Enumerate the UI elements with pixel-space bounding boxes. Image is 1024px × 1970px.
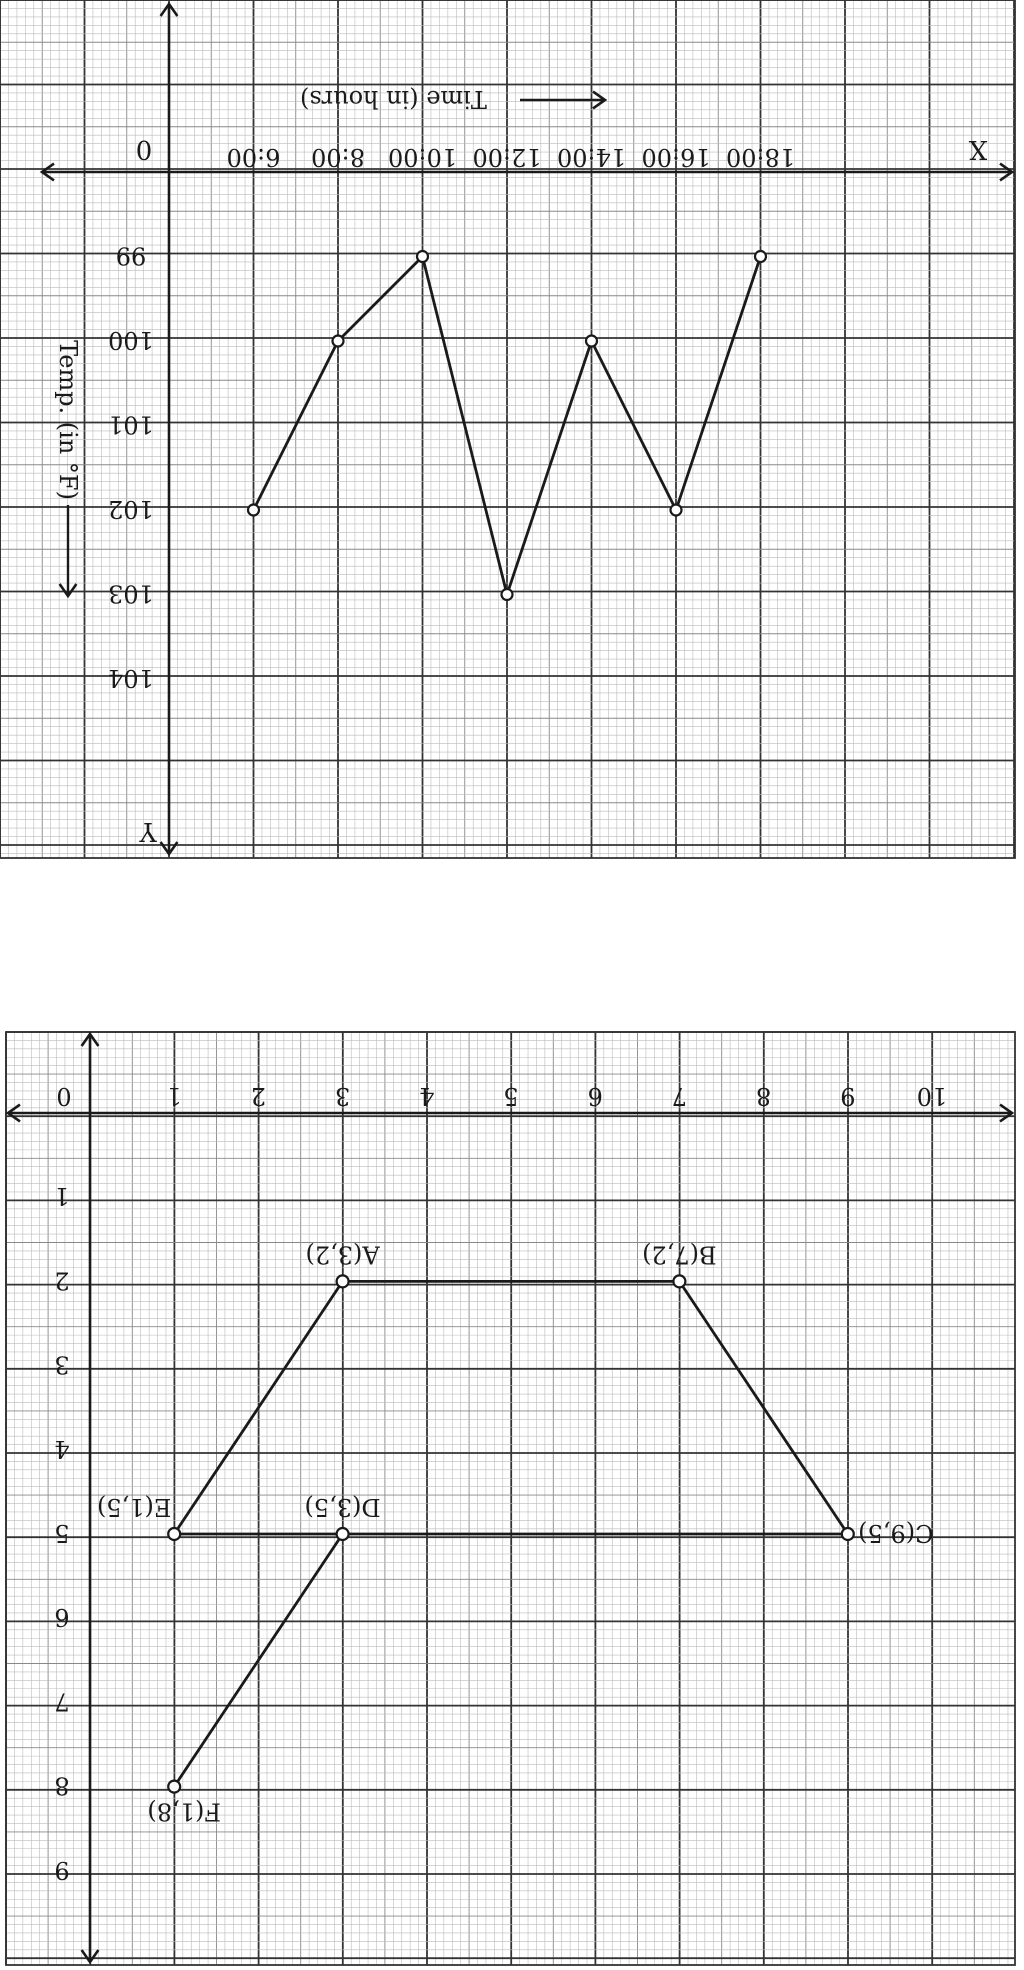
chart1-x-tick-label: 8:00 bbox=[311, 143, 365, 171]
chart2-point-C bbox=[842, 1528, 854, 1540]
chart1-y-tick-labels bbox=[108, 242, 154, 693]
chart1-x-tick-label: 12:00 bbox=[472, 143, 542, 171]
temperature-chart bbox=[0, 0, 1015, 858]
chart2-y-tick-label: 2 bbox=[54, 1266, 70, 1295]
chart2-point-label-C: C(9,5) bbox=[858, 1519, 934, 1547]
chart1-x-tick-label: 18:00 bbox=[725, 143, 796, 171]
chart2-x-tick-label: 3 bbox=[334, 1082, 351, 1110]
chart1-y-axis-name: Y bbox=[139, 816, 157, 846]
chart1-y-tick-label: 102 bbox=[108, 495, 154, 523]
chart2-point-D bbox=[337, 1528, 349, 1540]
chart2-x-tick-label: 10 bbox=[916, 1082, 948, 1110]
chart2-y-tick-label: 7 bbox=[54, 1687, 70, 1716]
chart1-data-point bbox=[417, 251, 428, 262]
chart2-y-tick-label: 1 bbox=[54, 1182, 70, 1211]
chart1-x-tick-labels bbox=[227, 143, 796, 171]
chart2-y-tick-label: 5 bbox=[54, 1519, 70, 1547]
chart2-x-tick-label: 4 bbox=[419, 1082, 435, 1110]
chart2-y-tick-label: 4 bbox=[54, 1434, 70, 1463]
chart2-point-label-B: B(7,2) bbox=[642, 1240, 717, 1269]
chart1-y-tick-label: 104 bbox=[108, 664, 154, 692]
chart1-data-point bbox=[671, 505, 682, 516]
chart2-point-A bbox=[337, 1275, 349, 1287]
chart2-x-tick-label: 2 bbox=[250, 1082, 267, 1110]
chart1-data-point bbox=[502, 589, 513, 600]
chart1-data-point bbox=[755, 251, 766, 262]
chart2-y-tick-labels bbox=[54, 1182, 69, 1884]
chart2-y-tick-label: 8 bbox=[54, 1771, 70, 1800]
chart2-point-label-F: F(1,8) bbox=[147, 1797, 221, 1826]
chart1-data-point bbox=[333, 336, 344, 347]
chart2-point-B bbox=[673, 1275, 685, 1287]
chart1-y-tick-label: 100 bbox=[108, 326, 154, 354]
chart2-x-tick-label: 8 bbox=[755, 1082, 772, 1110]
chart2-point-label-E: E(1,5) bbox=[96, 1493, 172, 1521]
chart2-x-tick-label: 9 bbox=[840, 1082, 856, 1110]
chart2-point-label-A: A(3,2) bbox=[305, 1240, 380, 1269]
chart1-data-point bbox=[586, 336, 597, 347]
chart2-point-F bbox=[168, 1781, 180, 1793]
chart2-y-tick-label: 9 bbox=[54, 1855, 70, 1884]
coordinate-chart bbox=[6, 1032, 1015, 1965]
chart1-x-axis-title: Time (in hours) bbox=[300, 85, 487, 113]
chart2-point-label-D: D(3,5) bbox=[304, 1493, 381, 1521]
chart1-x-axis-name: X bbox=[968, 134, 988, 164]
chart2-x-tick-label: 7 bbox=[671, 1082, 688, 1110]
chart1-x-tick-label: 14:00 bbox=[556, 143, 627, 171]
chart1-x-tick-label: 6:00 bbox=[226, 143, 281, 171]
chart1-data-point bbox=[248, 505, 259, 516]
chart1-y-tick-label: 103 bbox=[108, 579, 154, 608]
chart1-y-tick-label: 101 bbox=[108, 410, 154, 439]
chart1-y-axis-title: Temp. (in °F) bbox=[54, 340, 82, 500]
chart2-x-tick-label: 6 bbox=[587, 1082, 603, 1110]
chart2-x-tick-label: 1 bbox=[166, 1082, 182, 1110]
chart2-x-tick-label: 5 bbox=[503, 1082, 519, 1110]
chart1-x-tick-label: 10:00 bbox=[387, 143, 458, 171]
chart1-origin-label: 0 bbox=[135, 134, 153, 164]
chart2-origin-label: 0 bbox=[56, 1082, 72, 1110]
chart1-y-tick-label: 99 bbox=[115, 241, 147, 270]
chart2-y-tick-label: 6 bbox=[54, 1603, 70, 1632]
chart2-point-E bbox=[168, 1528, 180, 1540]
chart1-x-tick-label: 16:00 bbox=[641, 143, 711, 171]
chart2-y-tick-label: 3 bbox=[54, 1350, 70, 1379]
